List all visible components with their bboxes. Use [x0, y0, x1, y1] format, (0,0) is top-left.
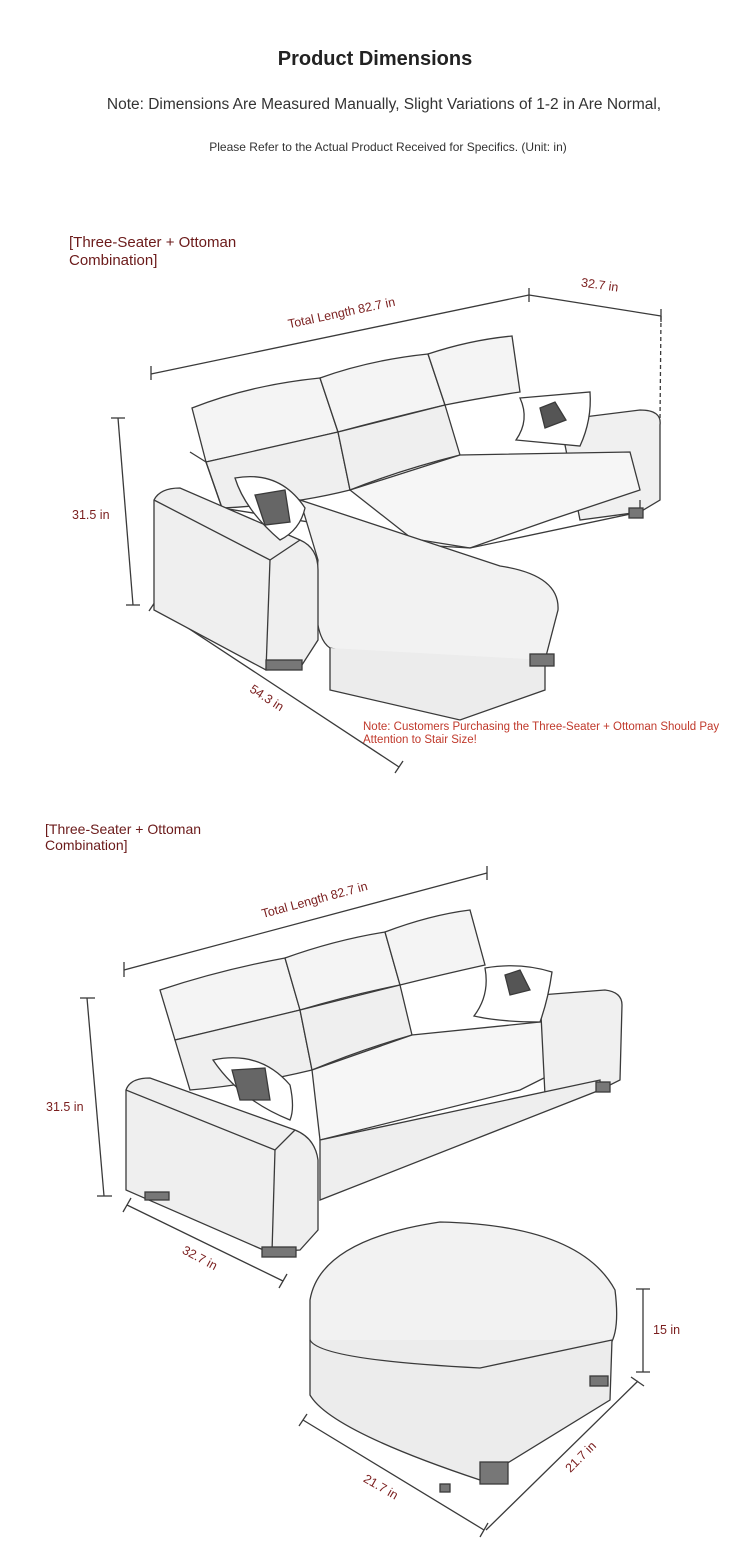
s2-height-label: 31.5 in	[46, 1100, 84, 1114]
section1-label-line1: [Three-Seater + Ottoman	[69, 234, 237, 251]
section1-label-line2: Combination]	[69, 252, 158, 269]
s2-depth-label: 32.7 in	[179, 1243, 220, 1273]
l-sofa-drawing	[111, 288, 661, 773]
ottoman-height-label: 15 in	[653, 1323, 681, 1337]
s1-depth-label: 32.7 in	[580, 275, 620, 295]
ottoman-width-label: 21.7 in	[361, 1471, 401, 1503]
stair-size-warning: Note: Customers Purchasing the Three-Seater + Ottoman Should Pay Attention to Stair Size!	[363, 721, 720, 746]
measurement-note: Note: Dimensions Are Measured Manually, Slight Variations of 1-2 in Are Normal,	[106, 96, 662, 113]
s1-total-length-label: Total Length 82.7 in	[286, 294, 397, 332]
ottoman-depth-label: 21.7 in	[562, 1438, 599, 1476]
s2-total-length-label: Total Length 82.7 in	[260, 879, 370, 921]
section2-label	[45, 821, 285, 853]
page-title: Product Dimensions	[277, 48, 473, 70]
ottoman-drawing	[299, 1222, 650, 1537]
section2-label-line1: [Three-Seater + Ottoman	[45, 821, 202, 837]
unit-note: Please Refer to the Actual Product Received for Specifics. (Unit: in)	[209, 140, 567, 154]
section2-label-line2: Combination]	[45, 837, 128, 853]
straight-sofa-drawing	[80, 866, 622, 1288]
s1-chaise-length-label: 54.3 in	[247, 681, 287, 715]
s1-height-label: 31.5 in	[72, 508, 110, 522]
